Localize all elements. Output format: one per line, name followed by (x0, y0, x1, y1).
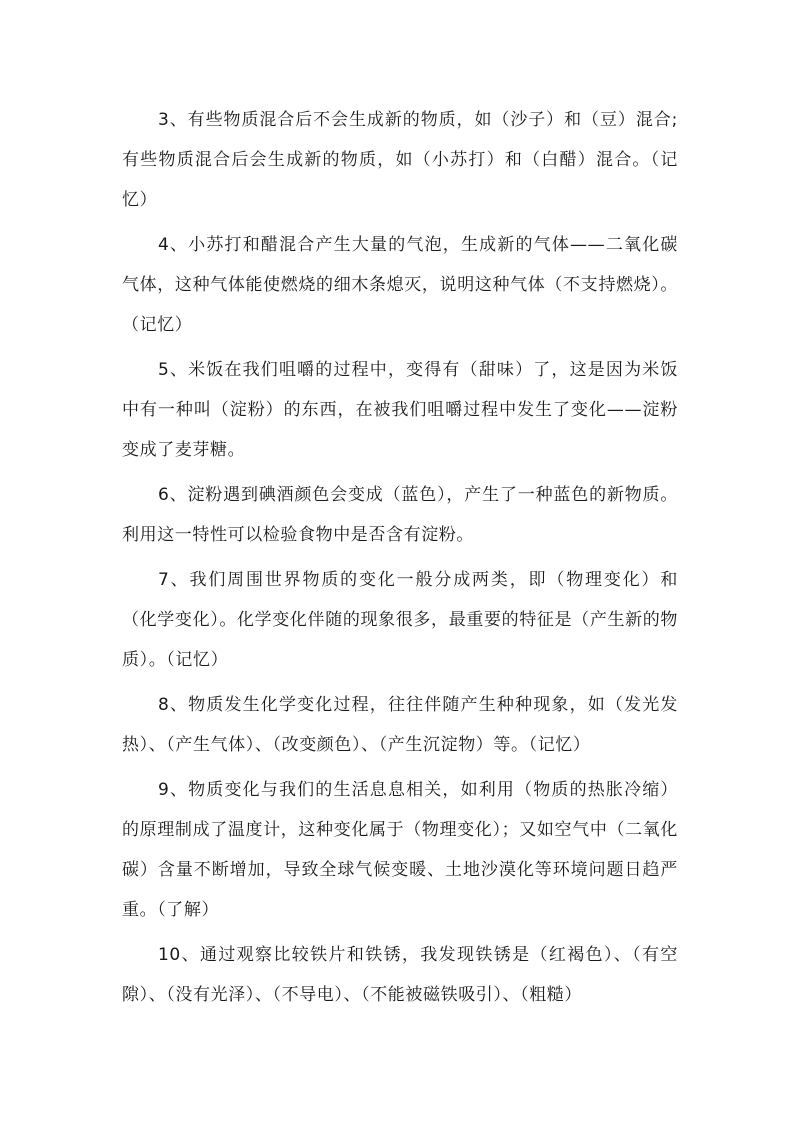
paragraph-item-3: 3、有些物质混合后不会生成新的物质，如（沙子）和（豆）混合; 有些物质混合后会生成新的物质，如（小苏打）和（白醋）混合。（记忆） (122, 110, 678, 210)
document-body (122, 100, 678, 1020)
paragraph-item-6: 6、淀粉遇到碘酒颜色会变成（蓝色），产生了一种蓝色的新物质。利用这一特性可以检验食物中是否含有淀粉。 (122, 485, 678, 545)
paragraph-item-4: 4、小苏打和醋混合产生大量的气泡，生成新的气体——二氧化碳气体，这种气体能使燃烧的细木条熄灭，说明这种气体（不支持燃烧）。（记忆） (122, 235, 678, 335)
paragraph-item-9: 9、物质变化与我们的生活息息相关，如利用（物质的热胀冷缩）的原理制成了温度计，这种变化属于（物理变化）；又如空气中（二氧化碳）含量不断增加，导致全球气候变暖、土地沙漠化等环境问题日趋严重。（了解） (122, 780, 678, 920)
paragraph-item-10: 10、通过观察比较铁片和铁锈，我发现铁锈是（红褐色）、（有空隙）、（没有光泽）、（不导电）、（不能被磁铁吸引）、（粗糙） (122, 945, 678, 1005)
paragraph-item-7: 7、我们周围世界物质的变化一般分成两类，即（物理变化）和（化学变化）。化学变化伴随的现象很多，最重要的特征是（产生新的物质）。（记忆） (122, 570, 678, 670)
paragraph-item-5: 5、米饭在我们咀嚼的过程中，变得有（甜味）了，这是因为米饭中有一种叫（淀粉）的东西，在被我们咀嚼过程中发生了变化——淀粉变成了麦芽糖。 (122, 360, 678, 460)
paragraph-item-8: 8、物质发生化学变化过程，往往伴随产生种种现象，如（发光发热）、（产生气体）、（改变颜色）、（产生沉淀物）等。（记忆） (122, 695, 678, 755)
